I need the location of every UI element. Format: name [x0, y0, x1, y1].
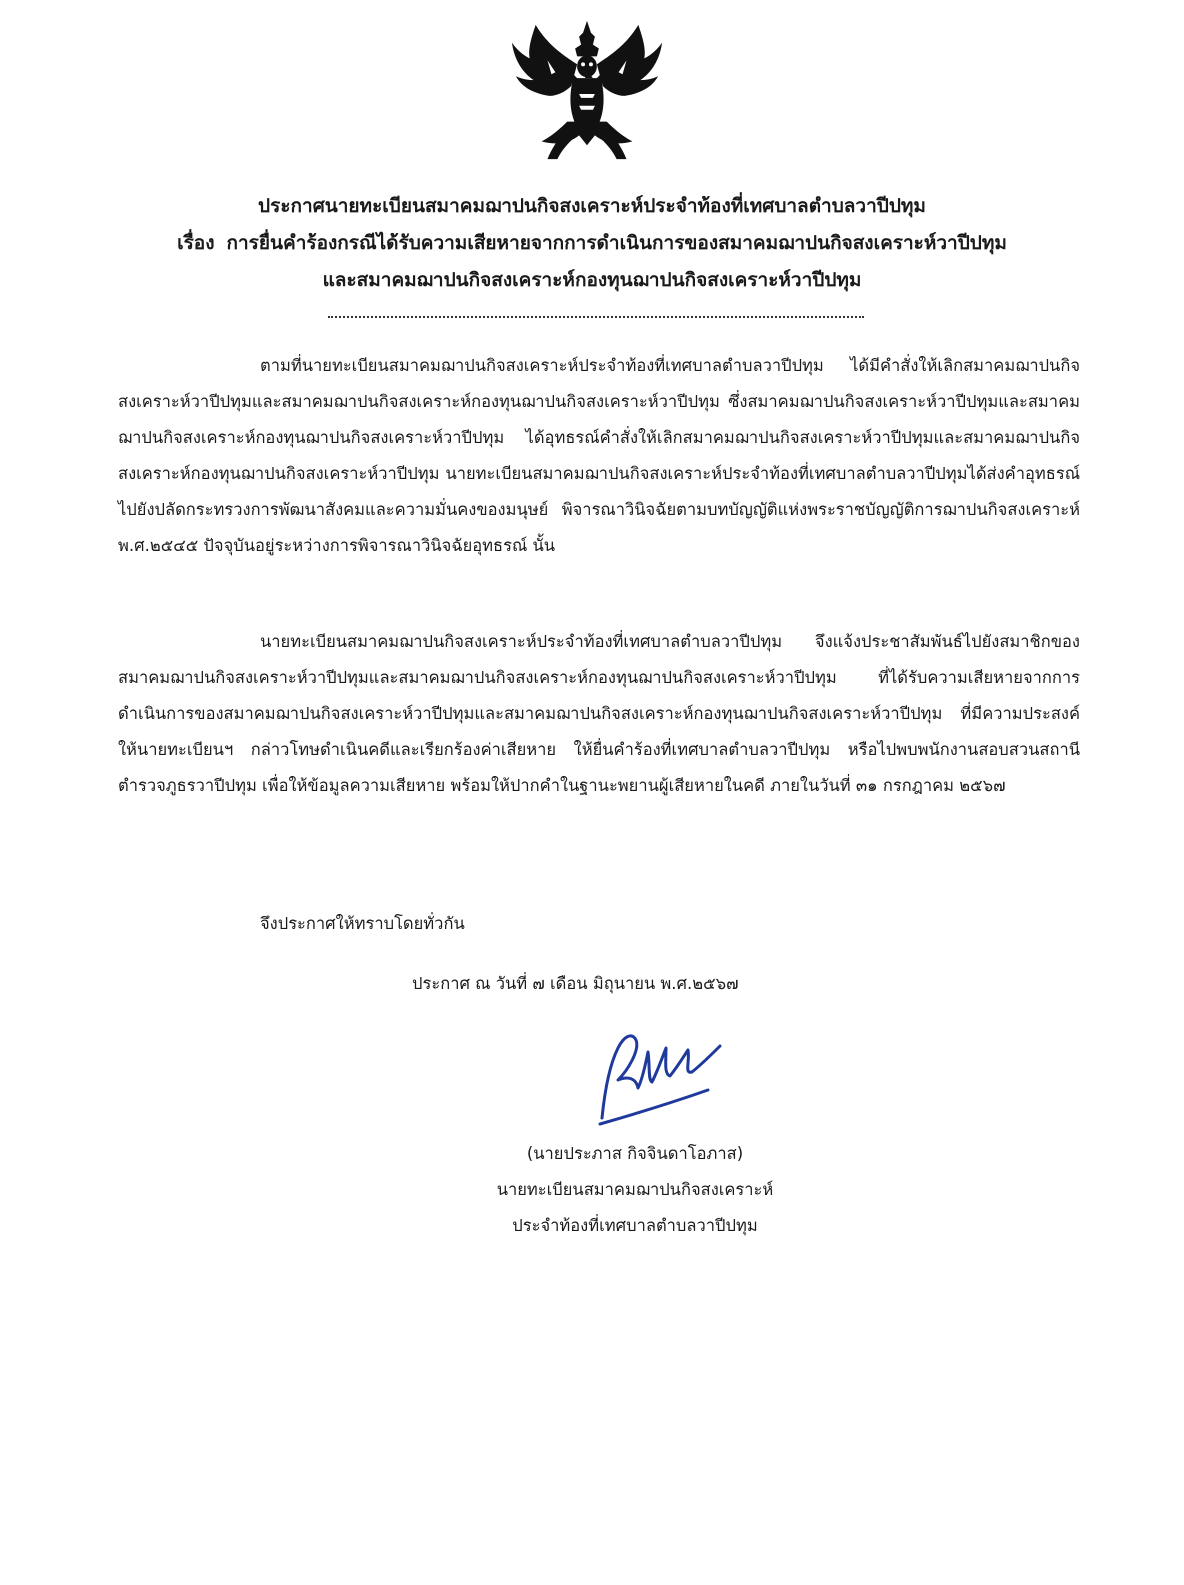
signatory-block [440, 1136, 830, 1244]
subject-label: เรื่อง [177, 232, 215, 254]
signatory-position-1: นายทะเบียนสมาคมฌาปนกิจสงเคราะห์ [496, 1180, 774, 1199]
garuda-emblem-icon [508, 14, 666, 164]
subject-line-2 [60, 262, 1124, 299]
announcement-title [60, 188, 1124, 225]
signatory-name: (นายประภาส กิจจินดาโอภาส) [526, 1144, 744, 1163]
signatory-position-2: ประจำท้องที่เทศบาลตำบลวาปีปทุม [512, 1216, 758, 1235]
announcement-date: ประกาศ ณ วันที่ ๗ เดือน มิถุนายน พ.ศ.๒๕๖๗ [412, 974, 739, 993]
closing-statement: จึงประกาศให้ทราบโดยทั่วกัน [260, 914, 465, 933]
subject-text-2: และสมาคมฌาปนกิจสงเคราะห์กองทุนฌาปนกิจสงเคราะห์วาปีปทุม [322, 269, 862, 291]
subject-text-1: การยื่นคำร้องกรณีได้รับความเสียหายจากการดำเนินการของสมาคมฌาปนกิจสงเคราะห์วาปีปทุม [226, 232, 1007, 254]
body-paragraph-2: นายทะเบียนสมาคมฌาปนกิจสงเคราะห์ประจำท้องที่เทศบาลตำบลวาปีปทุม จึงแจ้งประชาสัมพันธ์ไปยังสมาชิกของสมาคมฌาปนกิจสงเคราะห์วาปีปทุมและสมาคมฌาปนกิจสงเคราะห์กองทุนฌาปนกิจสงเคราะห์วาปีปทุม ที่ได้รับความเสียหายจากการดำเนินการของสมาคมฌาปนกิจสงเคราะห์วาปีปทุมและสมาคมฌาปนกิจสงเคราะห์กองทุนฌาปนกิจสงเคราะห์วาปีปทุม ที่มีความประสงค์ให้นายทะเบียนฯ กล่าวโทษดำเนินคดีและเรียกร้องค่าเสียหาย ให้ยื่นคำร้องที่เทศบาลตำบลวาปีปทุม หรือไปพบพนักงานสอบสวนสถานีตำรวจภูธรวาปีปทุม เพื่อให้ข้อมูลความเสียหาย พร้อมให้ปากคำในฐานะพยานผู้เสียหายในคดี ภายในวันที่ ๓๑ กรกฎาคม ๒๕๖๗ [118, 632, 1080, 795]
handwritten-signature-icon [588, 1018, 738, 1128]
dotted-divider [328, 316, 864, 318]
title-line-1: ประกาศนายทะเบียนสมาคมฌาปนกิจสงเคราะห์ประจำท้องที่เทศบาลตำบลวาปีปทุม [258, 195, 926, 217]
subject-line [40, 225, 1144, 262]
body-paragraph-1: ตามที่นายทะเบียนสมาคมฌาปนกิจสงเคราะห์ประจำท้องที่เทศบาลตำบลวาปีปทุม ได้มีคำสั่งให้เลิกสมาคมฌาปนกิจสงเคราะห์วาปีปทุมและสมาคมฌาปนกิจสงเคราะห์กองทุนฌาปนกิจสงเคราะห์วาปีปทุม ซึ่งสมาคมฌาปนกิจสงเคราะห์วาปีปทุมและสมาคมฌาปนกิจสงเคราะห์กองทุนฌาปนกิจสงเคราะห์วาปีปทุม ได้อุทธรณ์คำสั่งให้เลิกสมาคมฌาปนกิจสงเคราะห์วาปีปทุมและสมาคมฌาปนกิจสงเคราะห์กองทุนฌาปนกิจสงเคราะห์วาปีปทุม นายทะเบียนสมาคมฌาปนกิจสงเคราะห์ประจำท้องที่เทศบาลตำบลวาปีปทุมได้ส่งคำอุทธรณ์ไปยังปลัดกระทรวงการพัฒนาสังคมและความมั่นคงของมนุษย์ พิจารณาวินิจฉัยตามบทบัญญัติแห่งพระราชบัญญัติการฌาปนกิจสงเคราะห์ พ.ศ.๒๕๔๕ ปัจจุบันอยู่ระหว่างการพิจารณาวินิจฉัยอุทธรณ์ นั้น [118, 356, 1080, 555]
